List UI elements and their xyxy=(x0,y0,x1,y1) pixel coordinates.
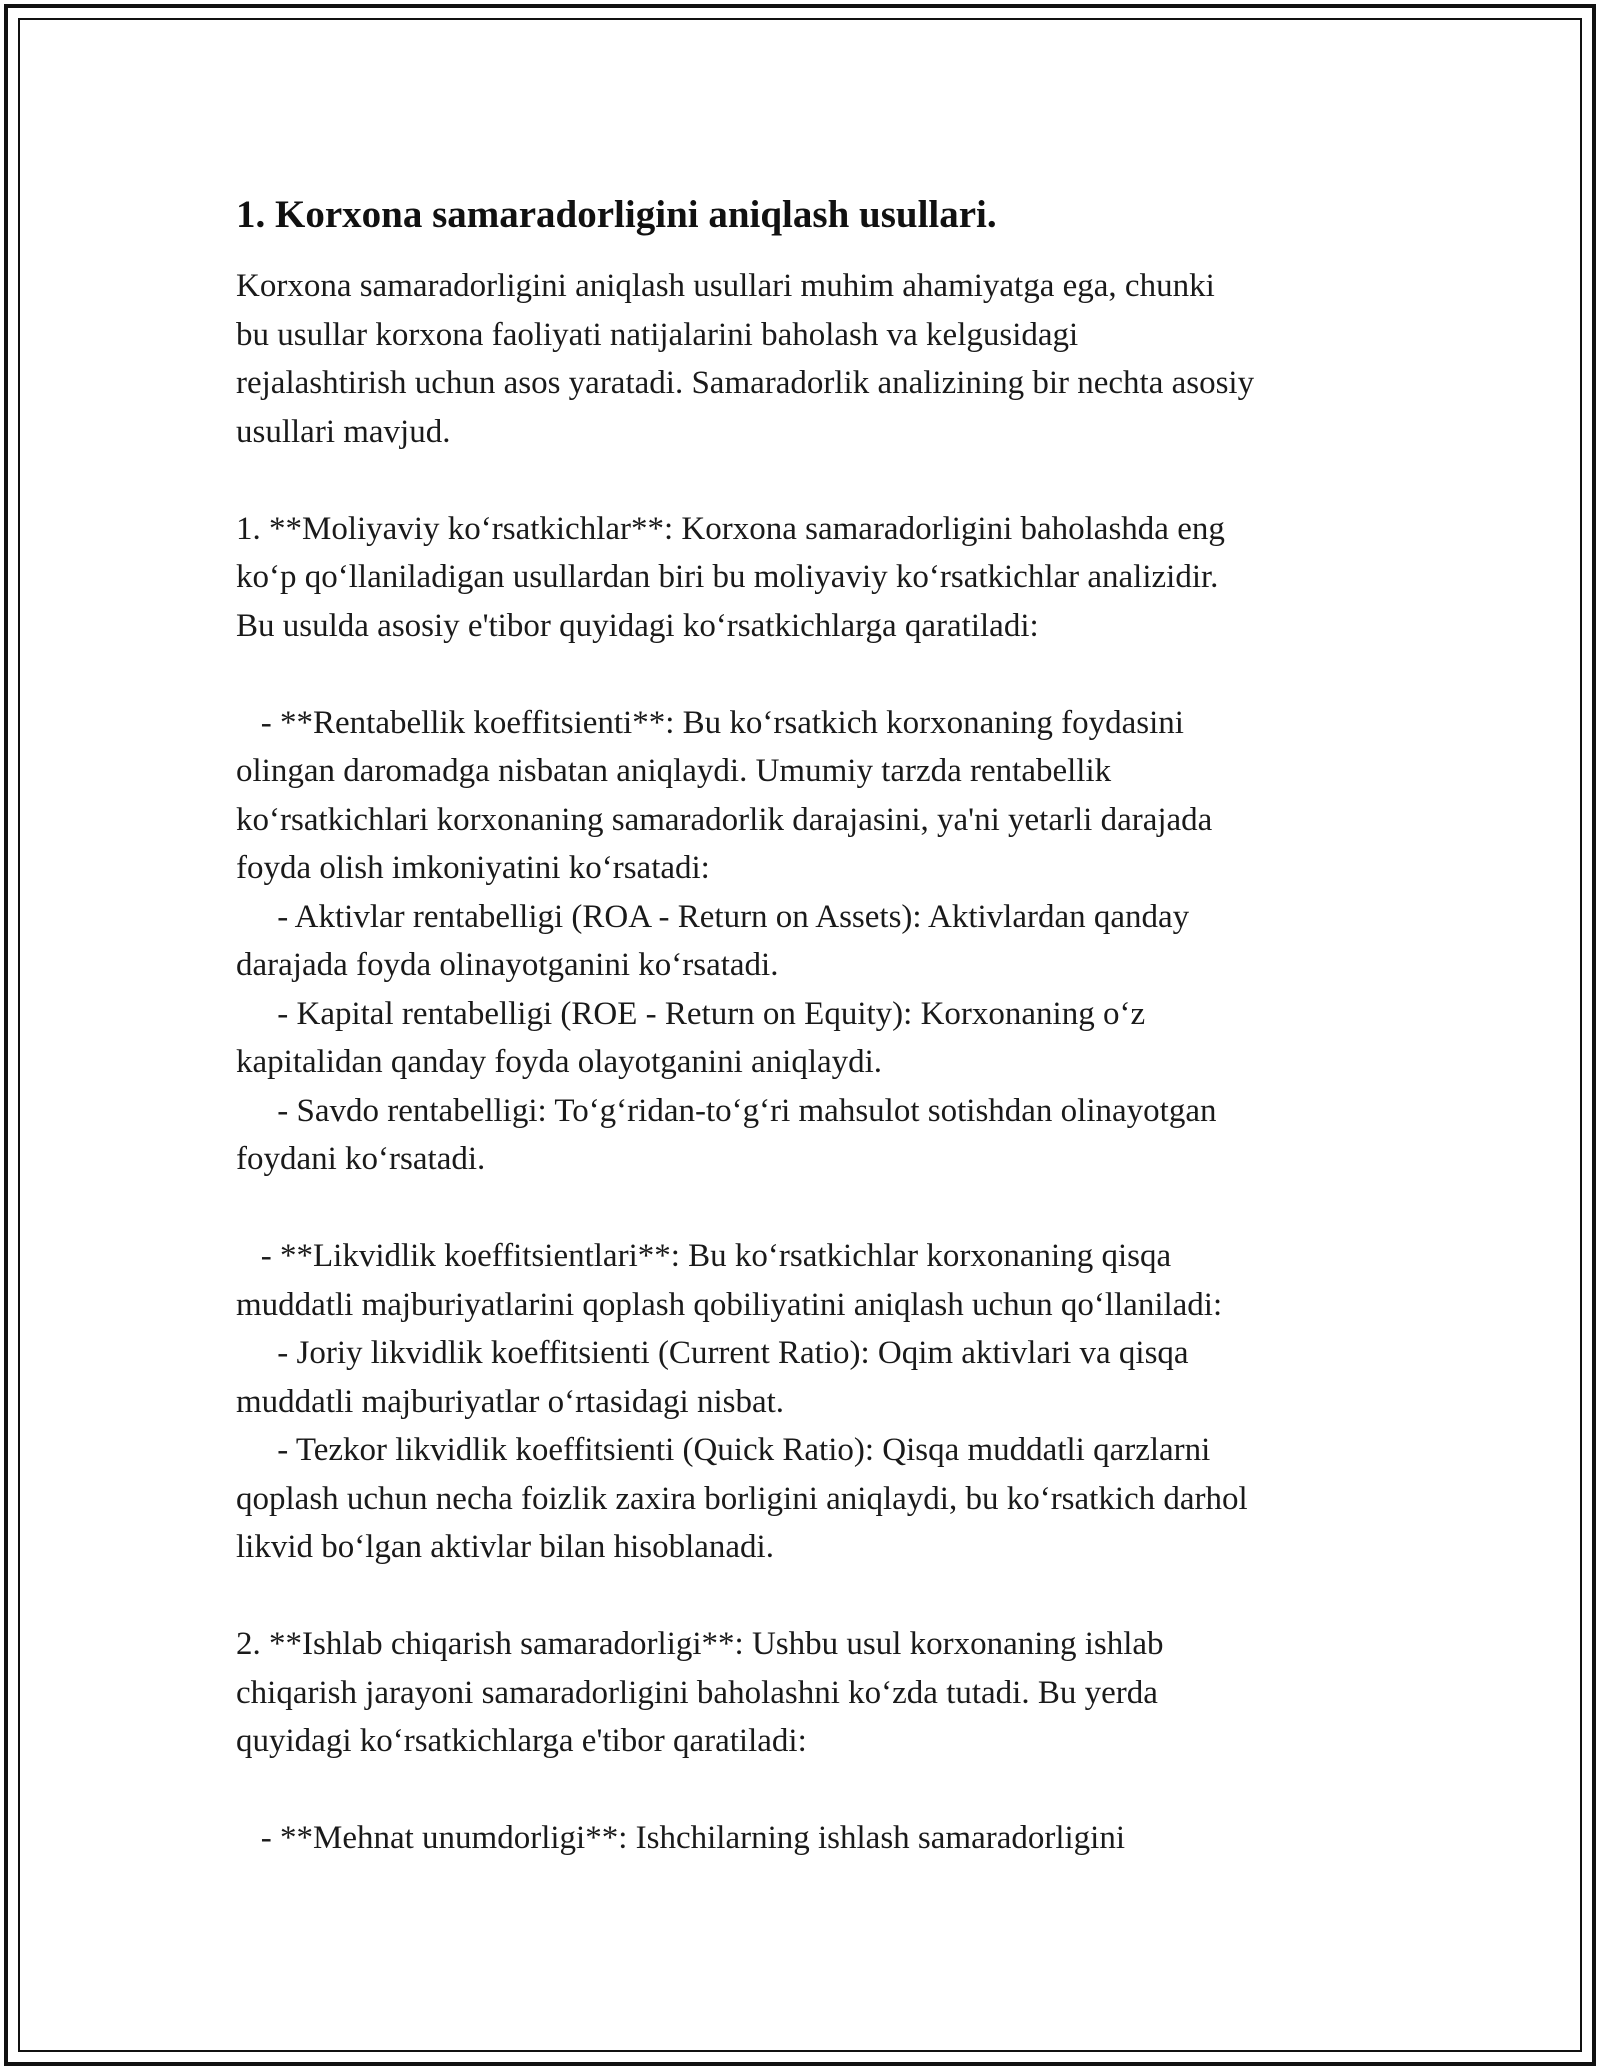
paragraph-spacer xyxy=(236,1766,1376,1815)
section-production-efficiency: 2. **Ishlab chiqarish samaradorligi**: Ushbu usul korxonaning ishlab chiqarish jarayoni samaradorligini baholashni koʻzda tutadi. Bu yerda quyidagi koʻrsatkichlarga e'tibor qaratiladi: xyxy=(236,1626,1164,1759)
labor-productivity-item: - **Mehnat unumdorligi**: Ishchilarning ishlash samaradorligini xyxy=(236,1820,1126,1856)
paragraph-spacer xyxy=(236,456,1376,505)
paragraph-spacer xyxy=(236,1184,1376,1233)
profitability-list: - **Rentabellik koeffitsienti**: Bu koʻrsatkich korxonaning foydasini olingan daromadga nisbatan aniqlaydi. Umumiy tarzda rentabellik koʻrsatkichlari korxonaning samaradorlik darajasini, ya'ni yetarli darajada foyda olish imkoniyatini koʻrsatadi: - Aktivlar rentabelligi (ROA - Return on Assets): Aktivlardan qanday darajada foyda olinayotganini koʻrsatadi. - Kapital rentabelligi (ROE - Return on Equity): Korxonaning oʻz kapitalidan qanday foyda olayotganini aniqlaydi. - Savdo rentabelligi: Toʻgʻridan-toʻgʻri mahsulot sotishdan olinayotgan foydani koʻrsatadi. xyxy=(236,704,1217,1177)
intro-paragraph: Korxona samaradorligini aniqlash usullari muhim ahamiyatga ega, chunki bu usullar korxona faoliyati natijalarini baholash va kelgusidagi rejalashtirish uchun asos yaratadi. Samaradorlik analizining bir nechta asosiy usullari mavjud. xyxy=(236,268,1255,450)
paragraph-spacer xyxy=(236,650,1376,699)
paragraph-spacer xyxy=(236,1572,1376,1621)
liquidity-list: - **Likvidlik koeffitsientlari**: Bu koʻrsatkichlar korxonaning qisqa muddatli majburiyatlarini qoplash qobiliyatini aniqlash uchun qoʻllaniladi: - Joriy likvidlik koeffitsienti (Current Ratio): Oqim aktivlari va qisqa muddatli majburiyatlar oʻrtasidagi nisbat. - Tezkor likvidlik koeffitsienti (Quick Ratio): Qisqa muddatli qarzlarni qoplash uchun necha foizlik zaxira borligini aniqlaydi, bu koʻrsatkich darhol likvid boʻlgan aktivlar bilan hisoblanadi. xyxy=(236,1238,1248,1565)
section-financial-indicators: 1. **Moliyaviy koʻrsatkichlar**: Korxona samaradorligini baholashda eng koʻp qoʻllaniladigan usullardan biri bu moliyaviy koʻrsatkichlar analizidir. Bu usulda asosiy e'tibor quyidagi koʻrsatkichlarga qaratiladi: xyxy=(236,510,1225,644)
document-body xyxy=(236,190,1376,1863)
document-title: 1. Korxona samaradorligini aniqlash usullari. xyxy=(236,193,997,236)
